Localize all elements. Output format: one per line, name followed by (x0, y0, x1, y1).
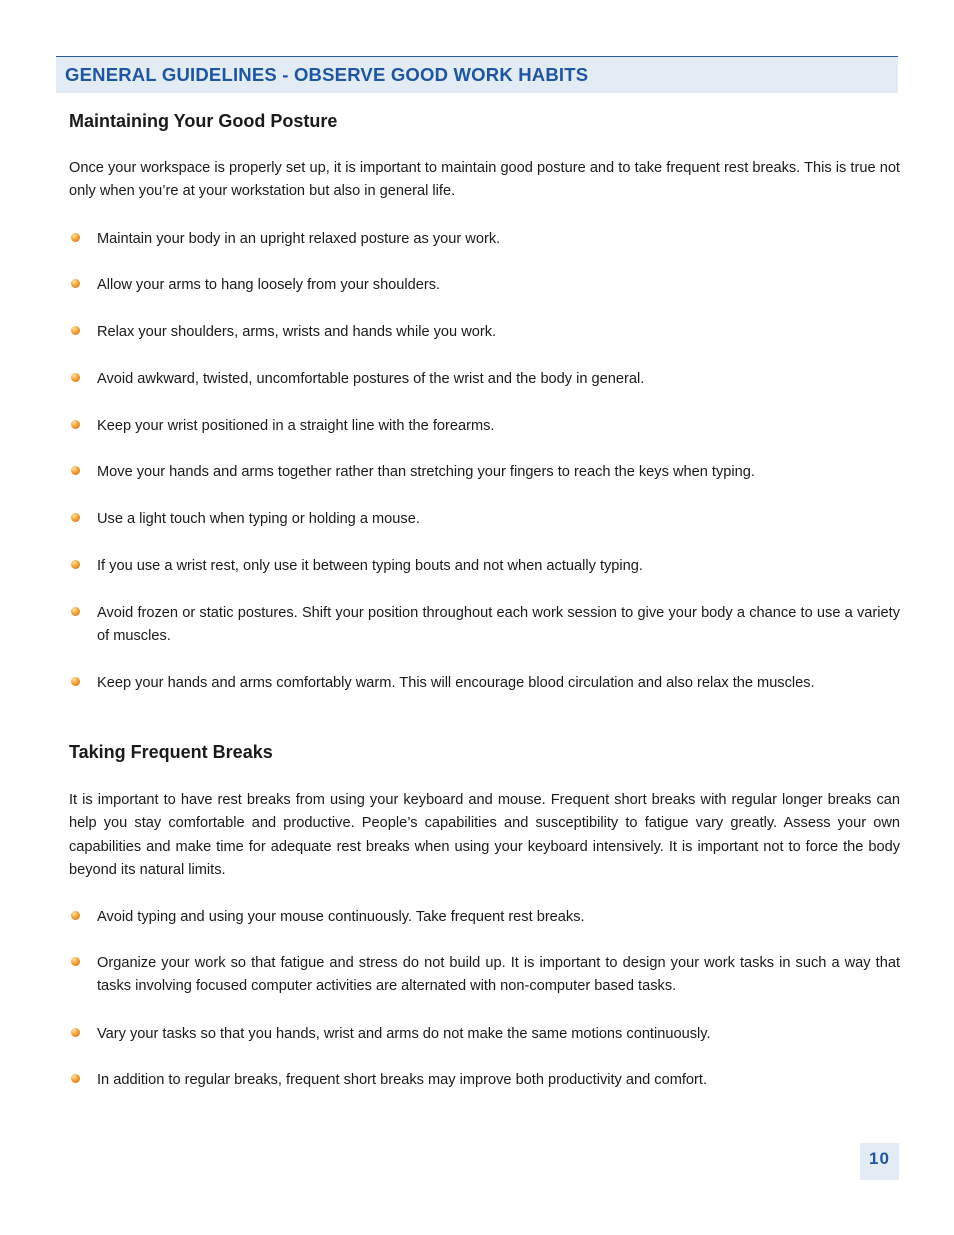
bullet-icon (71, 911, 80, 920)
posture-intro-paragraph: Once your workspace is properly set up, it is important to maintain good posture and to take frequent rest breaks. This is true not only when you’re at your workstation but also in general life. (69, 160, 900, 200)
bullet-icon (71, 607, 80, 616)
list-item-text: Organize your work so that fatigue and stress do not build up. It is important to design your work tasks in such a way that tasks involving focused computer activities are alternated with non-computer based tasks. (97, 955, 900, 995)
list-item-text: Keep your wrist positioned in a straight line with the forearms. (97, 418, 495, 434)
bullet-icon (71, 957, 80, 966)
section-banner (56, 56, 898, 93)
list-item (69, 228, 900, 251)
list-item (69, 906, 900, 929)
breaks-intro-paragraph: It is important to have rest breaks from using your keyboard and mouse. Frequent short breaks with regular longer breaks can help you stay comfortable and productive. People’s capabilities and susceptibility to fatigue vary greatly. Assess your own capabilities and make time for adequate rest breaks when using your keyboard intensively. It is important not to force the body beyond its natural limits. (69, 792, 900, 878)
list-item (69, 508, 900, 531)
page-number-box (860, 1143, 899, 1180)
list-item-text: If you use a wrist rest, only use it between typing bouts and not when actually typing. (97, 558, 643, 574)
list-item (69, 461, 900, 484)
list-item (69, 672, 900, 695)
bullet-icon (71, 466, 80, 475)
list-item-text: Use a light touch when typing or holding a mouse. (97, 511, 420, 527)
list-item-text: Keep your hands and arms comfortably warm. This will encourage blood circulation and also relax the muscles. (97, 675, 815, 691)
list-item-text: Avoid awkward, twisted, uncomfortable postures of the wrist and the body in general. (97, 371, 645, 387)
list-item-text: Vary your tasks so that you hands, wrist and arms do not make the same motions continuously. (97, 1026, 711, 1042)
bullet-icon (71, 420, 80, 429)
bullet-icon (71, 233, 80, 242)
list-item (69, 602, 900, 649)
bullet-icon (71, 1074, 80, 1083)
list-item-text: Maintain your body in an upright relaxed posture as your work. (97, 231, 501, 247)
bullet-icon (71, 279, 80, 288)
bullet-icon (71, 373, 80, 382)
list-item (69, 415, 900, 438)
list-item (69, 321, 900, 344)
bullet-icon (71, 513, 80, 522)
heading-taking-breaks: Taking Frequent Breaks (69, 742, 273, 762)
list-item (69, 274, 900, 297)
list-item (69, 368, 900, 391)
list-item (69, 555, 900, 578)
bullet-icon (71, 677, 80, 686)
list-item-text: In addition to regular breaks, frequent short breaks may improve both productivity and comfort. (97, 1072, 708, 1088)
heading-maintaining-posture: Maintaining Your Good Posture (69, 111, 338, 131)
list-item-text: Relax your shoulders, arms, wrists and hands while you work. (97, 324, 497, 340)
list-item-text: Allow your arms to hang loosely from your shoulders. (97, 277, 441, 293)
list-item (69, 1069, 900, 1092)
bullet-icon (71, 326, 80, 335)
bullet-icon (71, 1028, 80, 1037)
banner-title: GENERAL GUIDELINES - OBSERVE GOOD WORK HABITS (65, 64, 589, 85)
list-item-text: Avoid typing and using your mouse continuously. Take frequent rest breaks. (97, 909, 585, 925)
page-number: 10 (869, 1149, 890, 1168)
bullet-icon (71, 560, 80, 569)
list-item-text: Move your hands and arms together rather than stretching your fingers to reach the keys when typing. (97, 464, 755, 480)
list-item (69, 1023, 900, 1046)
list-item (69, 952, 900, 999)
list-item-text: Avoid frozen or static postures. Shift your position throughout each work session to give your body a chance to use a variety of muscles. (97, 605, 900, 645)
